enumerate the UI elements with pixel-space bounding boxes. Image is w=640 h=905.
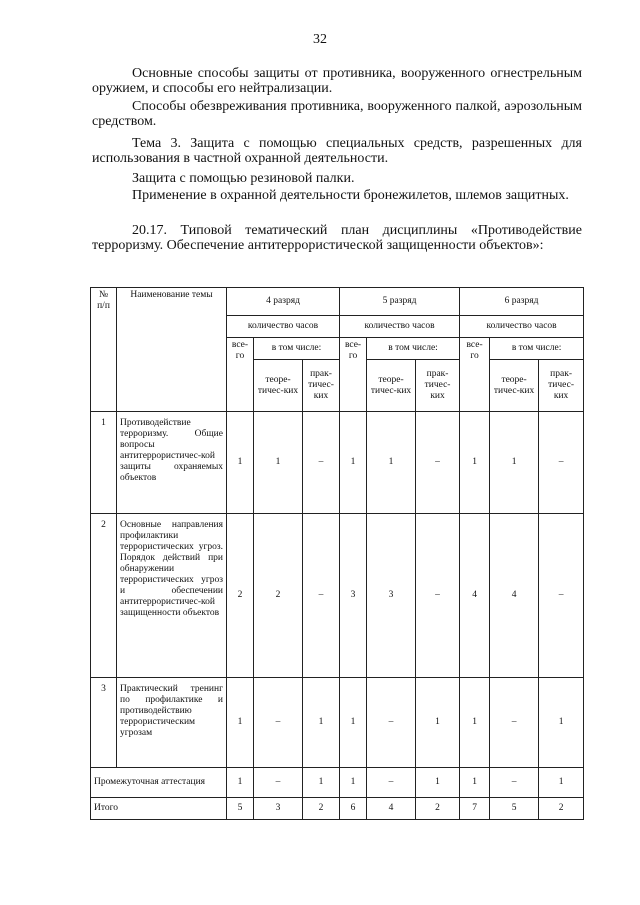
table-cell: – [416, 412, 460, 514]
table-cell: 1 [539, 768, 584, 798]
table-cell: 2 [227, 514, 254, 678]
table-cell: 4 [460, 514, 490, 678]
paragraph-body-armor: Применение в охранной деятельности бронежилетов, шлемов защитных. [132, 188, 569, 203]
row-num: 2 [91, 514, 117, 678]
attestation-label: Промежуточная аттестация [91, 768, 227, 798]
table-cell: – [539, 412, 584, 514]
header-theory: теоре-тичес-ких [367, 360, 416, 412]
paragraph-rubber-baton: Защита с помощью резиновой палки. [132, 171, 355, 186]
table-cell: 2 [254, 514, 303, 678]
table-cell: – [254, 768, 303, 798]
header-grade-4: 4 разряд [227, 288, 340, 316]
table-cell: – [254, 678, 303, 768]
header-theory: теоре-тичес-ких [254, 360, 303, 412]
paragraph-stick-aerosol: Способы обезвреживания противника, вооруженного палкой, аэрозольным средством. [92, 99, 582, 129]
table-cell: 1 [340, 412, 367, 514]
header-grade-5: 5 разряд [340, 288, 460, 316]
table-cell: 3 [254, 798, 303, 820]
total-row [91, 798, 584, 820]
table-cell: 1 [460, 412, 490, 514]
header-hours: количество часов [460, 316, 584, 338]
table-cell: 1 [227, 412, 254, 514]
table-cell: 1 [340, 768, 367, 798]
table-cell: 6 [340, 798, 367, 820]
table-cell: 2 [416, 798, 460, 820]
header-hours: количество часов [340, 316, 460, 338]
table-cell: 4 [490, 514, 539, 678]
header-grade-6: 6 разряд [460, 288, 584, 316]
paragraph-plan-heading: 20.17. Типовой тематический план дисциплины «Противодействие терроризму. Обеспечение антитеррористической защищенности объектов»: [92, 223, 582, 253]
table-cell: 2 [303, 798, 340, 820]
table-cell: 1 [416, 768, 460, 798]
header-including: в том числе: [490, 338, 584, 360]
table-cell: 1 [303, 768, 340, 798]
table-cell: – [490, 678, 539, 768]
table-cell: 1 [367, 412, 416, 514]
table-row [91, 678, 584, 768]
table-cell: 3 [340, 514, 367, 678]
table-cell: 1 [227, 768, 254, 798]
table-header-row [91, 288, 584, 316]
header-num: № п/п [91, 288, 117, 412]
header-hours: количество часов [227, 316, 340, 338]
row-topic: Практический тренинг по профилактике и противодействию террористическим угрозам [117, 678, 227, 768]
table-cell: – [303, 514, 340, 678]
table-row [91, 514, 584, 678]
table-cell: – [367, 678, 416, 768]
table-cell: 1 [539, 678, 584, 768]
paragraph-topic-3: Тема 3. Защита с помощью специальных средств, разрешенных для использования в частной охранной деятельности. [92, 136, 582, 166]
row-num: 3 [91, 678, 117, 768]
attestation-row [91, 768, 584, 798]
table-cell: 7 [460, 798, 490, 820]
table-cell: – [416, 514, 460, 678]
thematic-plan-table [90, 287, 584, 820]
row-num: 1 [91, 412, 117, 514]
header-theory: теоре-тичес-ких [490, 360, 539, 412]
table-cell: – [367, 768, 416, 798]
table-cell: 1 [416, 678, 460, 768]
header-including: в том числе: [367, 338, 460, 360]
row-topic: Противодействие терроризму. Общие вопросы антитеррористичес-кой защиты охраняемых объектов [117, 412, 227, 514]
paragraph-firearm-defense: Основные способы защиты от противника, вооруженного огнестрельным оружием, и способы его нейтрализации. [92, 66, 582, 96]
table-cell: – [490, 768, 539, 798]
table-cell: 3 [367, 514, 416, 678]
row-topic: Основные направления профилактики террористических угроз. Порядок действий при обнаружении террористических угроз и обеспечении антитеррористичес-кой защищенности объектов [117, 514, 227, 678]
table-cell: 1 [340, 678, 367, 768]
header-total: все-го [227, 338, 254, 412]
table-cell: – [303, 412, 340, 514]
table-cell: 5 [490, 798, 539, 820]
table-cell: 1 [460, 768, 490, 798]
table-cell: 1 [460, 678, 490, 768]
table-cell: 1 [490, 412, 539, 514]
header-practice: прак-тичес-ких [416, 360, 460, 412]
total-label: Итого [91, 798, 227, 820]
header-including: в том числе: [254, 338, 340, 360]
page-number: 32 [313, 32, 327, 47]
header-total: все-го [460, 338, 490, 412]
header-total: все-го [340, 338, 367, 412]
table-cell: 1 [303, 678, 340, 768]
table-cell: – [539, 514, 584, 678]
table-cell: 2 [539, 798, 584, 820]
table-cell: 1 [254, 412, 303, 514]
header-practice: прак-тичес-ких [303, 360, 340, 412]
table-cell: 1 [227, 678, 254, 768]
table-row [91, 412, 584, 514]
table-cell: 4 [367, 798, 416, 820]
table-cell: 5 [227, 798, 254, 820]
header-topic-name: Наименование темы [117, 288, 227, 412]
header-practice: прак-тичес-ких [539, 360, 584, 412]
